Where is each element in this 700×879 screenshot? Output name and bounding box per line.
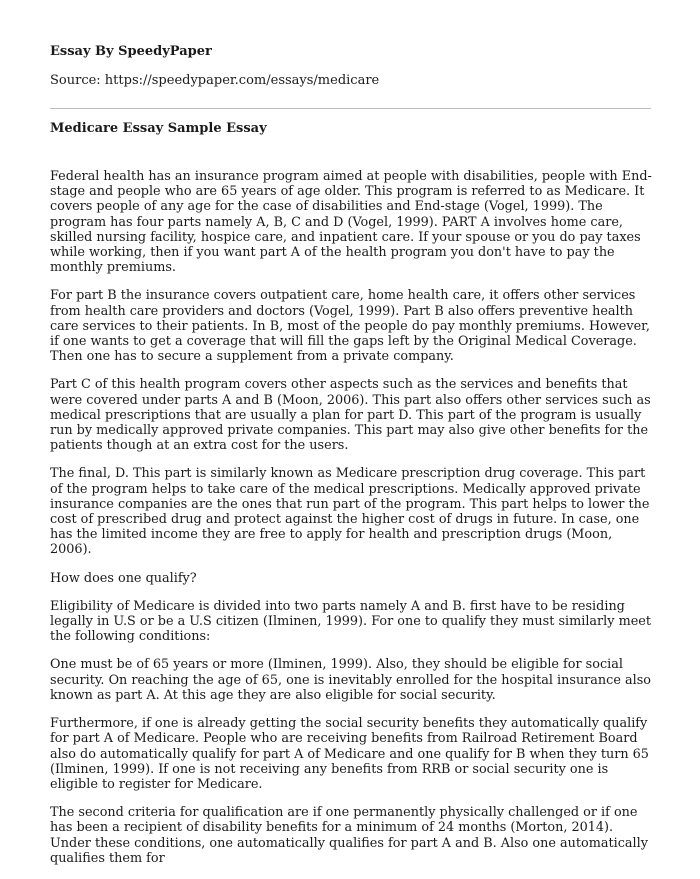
paragraph: Federal health has an insurance program aimed at people with disabilities, people with End-stage and people who are 65 years of age older. This program is referred to as Medicare. It covers people of any age for the case of disabilities and End-stage (Vogel, 1999). The program has four parts namely A, B, C and D (Vogel, 1999). PART A involves home care, skilled nursing facility, hospice care, and inpatient care. If your spouse or you do pay taxes while working, then if you want part A of the health program you don't have to pay the monthly premiums.	[50, 169, 652, 276]
paragraph: Part C of this health program covers other aspects such as the services and benefits that were covered under parts A and B (Moon, 2006). This part also offers other services such as medical prescriptions that are usually a plan for part D. This part of the program is usually run by medically approved private companies. This part may also give other benefits for the patients though at an extra cost for the users.	[50, 377, 651, 454]
document-title: Medicare Essay Sample Essay	[50, 121, 267, 136]
paragraph: For part B the insurance covers outpatient care, home health care, it offers other services from health care providers and doctors (Vogel, 1999). Part B also offers preventive health care services to their patients. In B, most of the people do pay monthly premiums. However, if one wants to get a coverage that will fill the gaps left by the Original Medical Coverage. Then one has to secure a supplement from a private company.	[50, 288, 650, 365]
paragraph: The final, D. This part is similarly known as Medicare prescription drug coverage. This part of the program helps to take care of the medical prescriptions. Medically approved private insurance companies are the ones that run part of the program. This part helps to lower the cost of prescribed drug and protect against the higher cost of drugs in future. In case, one has the limited income they are free to apply for health and prescription drugs (Moon, 2006).	[50, 466, 650, 558]
essay-source-line: Source: https://speedypaper.com/essays/medicare	[50, 73, 380, 88]
header-divider	[50, 108, 651, 109]
paragraph: One must be of 65 years or more (Ilminen, 1999). Also, they should be eligible for social security. On reaching the age of 65, one is inevitably enrolled for the hospital insurance also known as part A. At this age they are also eligible for social security.	[50, 657, 651, 703]
essay-header-title: Essay By SpeedyPaper	[50, 44, 212, 59]
document-body	[50, 169, 655, 879]
section-question: How does one qualify?	[50, 570, 197, 586]
paragraph: The second criteria for qualification are if one permanently physically challenged or if one has been a recipient of disability benefits for a minimum of 24 months (Morton, 2014). Under these conditions, one automatically qualifies for part A and B. Also one automatically qualifies them for	[50, 805, 648, 866]
paragraph: Eligibility of Medicare is divided into two parts namely A and B. first have to be residing legally in U.S or be a U.S citizen (Ilminen, 1999). For one to qualify they must similarly meet the following conditions:	[50, 598, 651, 645]
paragraph: Furthermore, if one is already getting the social security benefits they automatically qualify for part A of Medicare. People who are receiving benefits from Railroad Retirement Board also do automatically qualify for part A of Medicare and one qualify for B when they turn 65 (Ilminen, 1999). If one is not receiving any benefits from RRB or social security one is eligible to register for Medicare.	[50, 716, 649, 792]
